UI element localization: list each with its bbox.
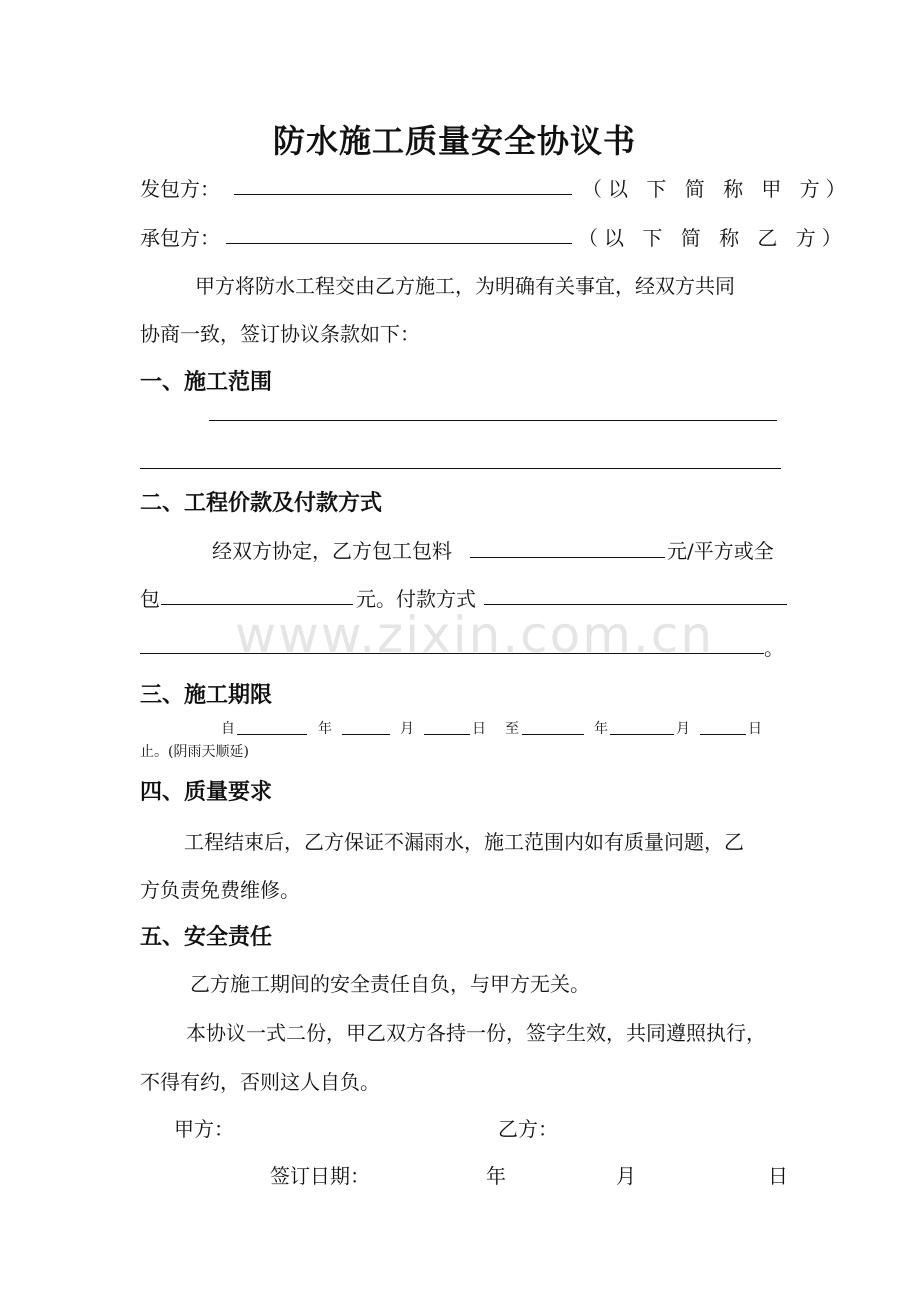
party-a-blank[interactable] [234, 194, 572, 195]
total-price-blank[interactable] [161, 604, 353, 605]
closing-line-1: 本协议一式二份，甲乙双方各持一份，签字生效，共同遵照执行， [186, 1021, 766, 1045]
period-day-1: 日 [472, 721, 486, 737]
party-a-signature-label: 甲方： [174, 1117, 234, 1141]
price-text-end: 。 [764, 636, 784, 660]
period-year-2: 年 [594, 721, 608, 737]
quality-line-1: 工程结束后，乙方保证不漏雨水，施工范围内如有质量问题，乙 [184, 830, 744, 854]
sign-date-label: 签订日期： [270, 1164, 370, 1188]
section-5-heading: 五、安全责任 [140, 924, 273, 950]
party-b-blank[interactable] [226, 243, 572, 244]
closing-line-2: 不得有约，否则这人自负。 [140, 1070, 380, 1094]
section-4-heading: 四、质量要求 [140, 779, 273, 805]
end-month-blank[interactable] [610, 734, 674, 735]
intro-line-2: 协商一致，签订协议条款如下： [140, 322, 420, 346]
period-month-2: 月 [676, 721, 690, 737]
sign-date-month: 月 [616, 1164, 636, 1188]
period-month-1: 月 [400, 721, 414, 737]
safety-line-1: 乙方施工期间的安全责任自负，与甲方无关。 [190, 972, 590, 996]
section-3-heading: 三、施工期限 [140, 682, 273, 708]
period-year-1: 年 [318, 721, 332, 737]
intro-line-1: 甲方将防水工程交由乙方施工，为明确有关事宜，经双方共同 [195, 274, 735, 298]
party-a-note: （以 下 简 称 甲 方） [582, 177, 852, 201]
quality-line-2: 方负责免费维修。 [140, 878, 300, 902]
price-text-d: 元。付款方式 [356, 587, 476, 611]
end-year-blank[interactable] [522, 734, 584, 735]
sign-date-day: 日 [768, 1164, 788, 1188]
party-a-label: 发包方： [140, 177, 220, 201]
section-1-heading: 一、施工范围 [140, 369, 273, 395]
period-from: 自 [221, 721, 235, 737]
period-day-2: 日 [748, 721, 762, 737]
scope-blank-2[interactable] [140, 468, 781, 469]
payment-method-blank[interactable] [484, 604, 787, 605]
start-year-blank[interactable] [237, 734, 307, 735]
price-text-b: 元/平方或全 [667, 539, 774, 563]
sign-date-year: 年 [486, 1164, 506, 1188]
start-day-blank[interactable] [424, 734, 470, 735]
party-b-label: 承包方： [140, 226, 220, 250]
price-text-a: 经双方协定，乙方包工包料 [212, 539, 452, 563]
period-to: 至 [505, 721, 519, 737]
section-2-heading: 二、工程价款及付款方式 [140, 490, 383, 516]
watermark-text: www.zixin.com.cn [235, 606, 715, 664]
start-month-blank[interactable] [342, 734, 390, 735]
period-note: 止。(阴雨天顺延) [140, 744, 249, 760]
price-text-c: 包 [140, 587, 160, 611]
party-b-note: （以 下 简 称 乙 方） [578, 226, 848, 250]
document-title: 防水施工质量安全协议书 [273, 122, 637, 160]
scope-blank-1[interactable] [209, 420, 777, 421]
unit-price-blank[interactable] [470, 557, 665, 558]
party-b-signature-label: 乙方： [498, 1117, 558, 1141]
end-day-blank[interactable] [700, 734, 746, 735]
